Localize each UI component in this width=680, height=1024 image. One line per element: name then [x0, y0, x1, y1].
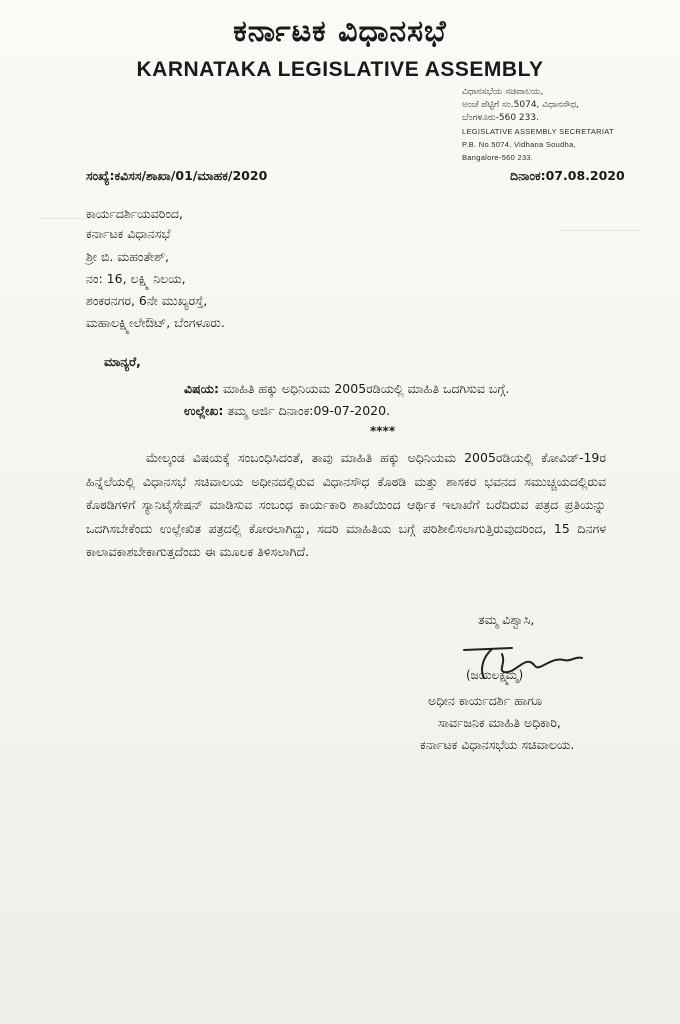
- body-paragraph: ಮೇಲ್ಕಂಡ ವಿಷಯಕ್ಕೆ ಸಂಬಂಧಿಸಿದಂತೆ, ತಾವು ಮಾಹಿತಿ ಹಕ್ಕು ಅಧಿನಿಯಮ 2005ರಡಿಯಲ್ಲಿ ಕೋವಿಡ್-19ರ ಹಿನ್ನೆಲೆಯಲ್ಲಿ ವಿಧಾನಸಭೆ ಸಚಿವಾಲಯ ಅಧೀನದಲ್ಲಿರುವ ವಿಧಾನಸೌಧ ಕೊಠಡಿ ಮತ್ತು ಶಾಸಕರ ಭವನದ ಸಮುಚ್ಚಯದಲ್ಲಿರುವ ಕೊಠಡಿಗಳಿಗೆ ಸ್ಯಾನಿಟೈಸೇಷನ್ ಮಾಡಿಸುವ ಸಂಬಂಧ ಕಾರ್ಯಕಾರಿ ಶಾಖೆಯಿಂದ ಆರ್ಥಿಕ ಇಲಾಖೆಗೆ ಬರೆದಿರುವ ಪತ್ರದ ಪ್ರತಿಯನ್ನು ಒದಗಿಸಬೇಕೆಂದು ಉಲ್ಲೇಖಿತ ಪತ್ರದಲ್ಲಿ ಕೋರಲಾಗಿದ್ದು, ಸದರಿ ಮಾಹಿತಿಯ ಬಗ್ಗೆ ಪರಿಶೀಲಿಸಲಾಗುತ್ತಿರುವುದರಿಂದ, 15 ದಿನಗಳ ಕಾಲಾವಕಾಶಬೇಕಾಗುತ್ತದೆಂದು ಈ ಮೂಲಕ ತಿಳಿಸಲಾಗಿದೆ.: [86, 450, 606, 559]
- recipient-address-line: ಮಹಾಲಕ್ಷ್ಮೀಲೇಔಟ್, ಬೆಂಗಳೂರು.: [86, 315, 225, 330]
- scan-mark: [560, 230, 640, 231]
- subject-block: [184, 378, 509, 422]
- reference-label: ಉಲ್ಲೇಖ:: [184, 403, 224, 418]
- address-line: LEGISLATIVE ASSEMBLY SECRETARIAT: [462, 127, 614, 136]
- salutation: ಮಾನ್ಯರೆ,: [104, 354, 141, 369]
- address-line: ಅಂಚೆ ಪೆಟ್ಟಿಗೆ ಸಂ.5074, ವಿಧಾನಸೌಧ,: [462, 100, 579, 110]
- letterhead-title-english: KARNATAKA LEGISLATIVE ASSEMBLY: [136, 58, 544, 81]
- letter-body: [86, 446, 606, 564]
- designation-line: ಕರ್ನಾಟಕ ವಿಧಾನಸಭೆಯ ಸಚಿವಾಲಯ.: [420, 737, 575, 752]
- recipient-address-line: ನಂ: 16, ಲಕ್ಷ್ಮಿ ನಿಲಯ,: [86, 271, 186, 286]
- sender-line: ಕರ್ನಾಟಕ ವಿಧಾನಸಭೆ: [86, 226, 171, 241]
- sender-block: [86, 204, 183, 244]
- reference-line: [184, 400, 509, 422]
- letterhead-address: [462, 86, 662, 164]
- reference-text: ತಮ್ಮ ಅರ್ಜಿ ದಿನಾಂಕ:09-07-2020.: [227, 403, 391, 418]
- closing: ತಮ್ಮ ವಿಶ್ವಾಸಿ,: [478, 612, 535, 627]
- address-line: ವಿಧಾನಸಭೆಯ ಸಚಿವಾಲಯ,: [462, 87, 544, 97]
- subject-text: ಮಾಹಿತಿ ಹಕ್ಕು ಅಧಿನಿಯಮ 2005ರಡಿಯಲ್ಲಿ ಮಾಹಿತಿ ಒದಗಿಸುವ ಬಗ್ಗೆ.: [222, 381, 510, 396]
- letterhead-title-kannada: ಕರ್ನಾಟಕ ವಿಧಾನಸಭೆ: [233, 14, 447, 49]
- designation-line: ಅಧೀನ ಕಾರ್ಯದರ್ಶಿ ಹಾಗೂ: [428, 693, 542, 708]
- reference-number: ಸಂಖ್ಯೆ:ಕವಿಸಸ/ಶಾಖಾ/01/ಮಾಹಕ/2020: [86, 168, 268, 183]
- recipient-name: ಶ್ರೀ ಬಿ. ಮಹಂತೇಶ್,: [86, 249, 170, 264]
- subject-line: [184, 378, 509, 400]
- signatory-designation: [420, 690, 574, 756]
- recipient-address-line: ಶಂಕರನಗರ, 6ನೇ ಮುಖ್ಯರಸ್ತೆ,: [86, 293, 208, 308]
- address-line: Bangalore-560 233.: [462, 153, 534, 162]
- sender-line: ಕಾರ್ಯದರ್ಶಿಯವರಿಂದ,: [86, 206, 183, 221]
- letter-date: ದಿನಾಂಕ:07.08.2020: [510, 168, 625, 183]
- address-line: ಬೆಂಗಳೂರು-560 233.: [462, 113, 539, 123]
- address-line: P.B. No.5074, Vidhana Soudha,: [462, 140, 576, 149]
- signatory-name: (ಜಯಲಕ್ಷ್ಮಮ್ಮ): [466, 668, 524, 682]
- separator: ****: [370, 424, 396, 438]
- designation-line: ಸಾರ್ವಜನಿಕ ಮಾಹಿತಿ ಅಧಿಕಾರಿ,: [438, 715, 561, 730]
- recipient-block: [86, 246, 225, 334]
- subject-label: ವಿಷಯ:: [184, 381, 219, 396]
